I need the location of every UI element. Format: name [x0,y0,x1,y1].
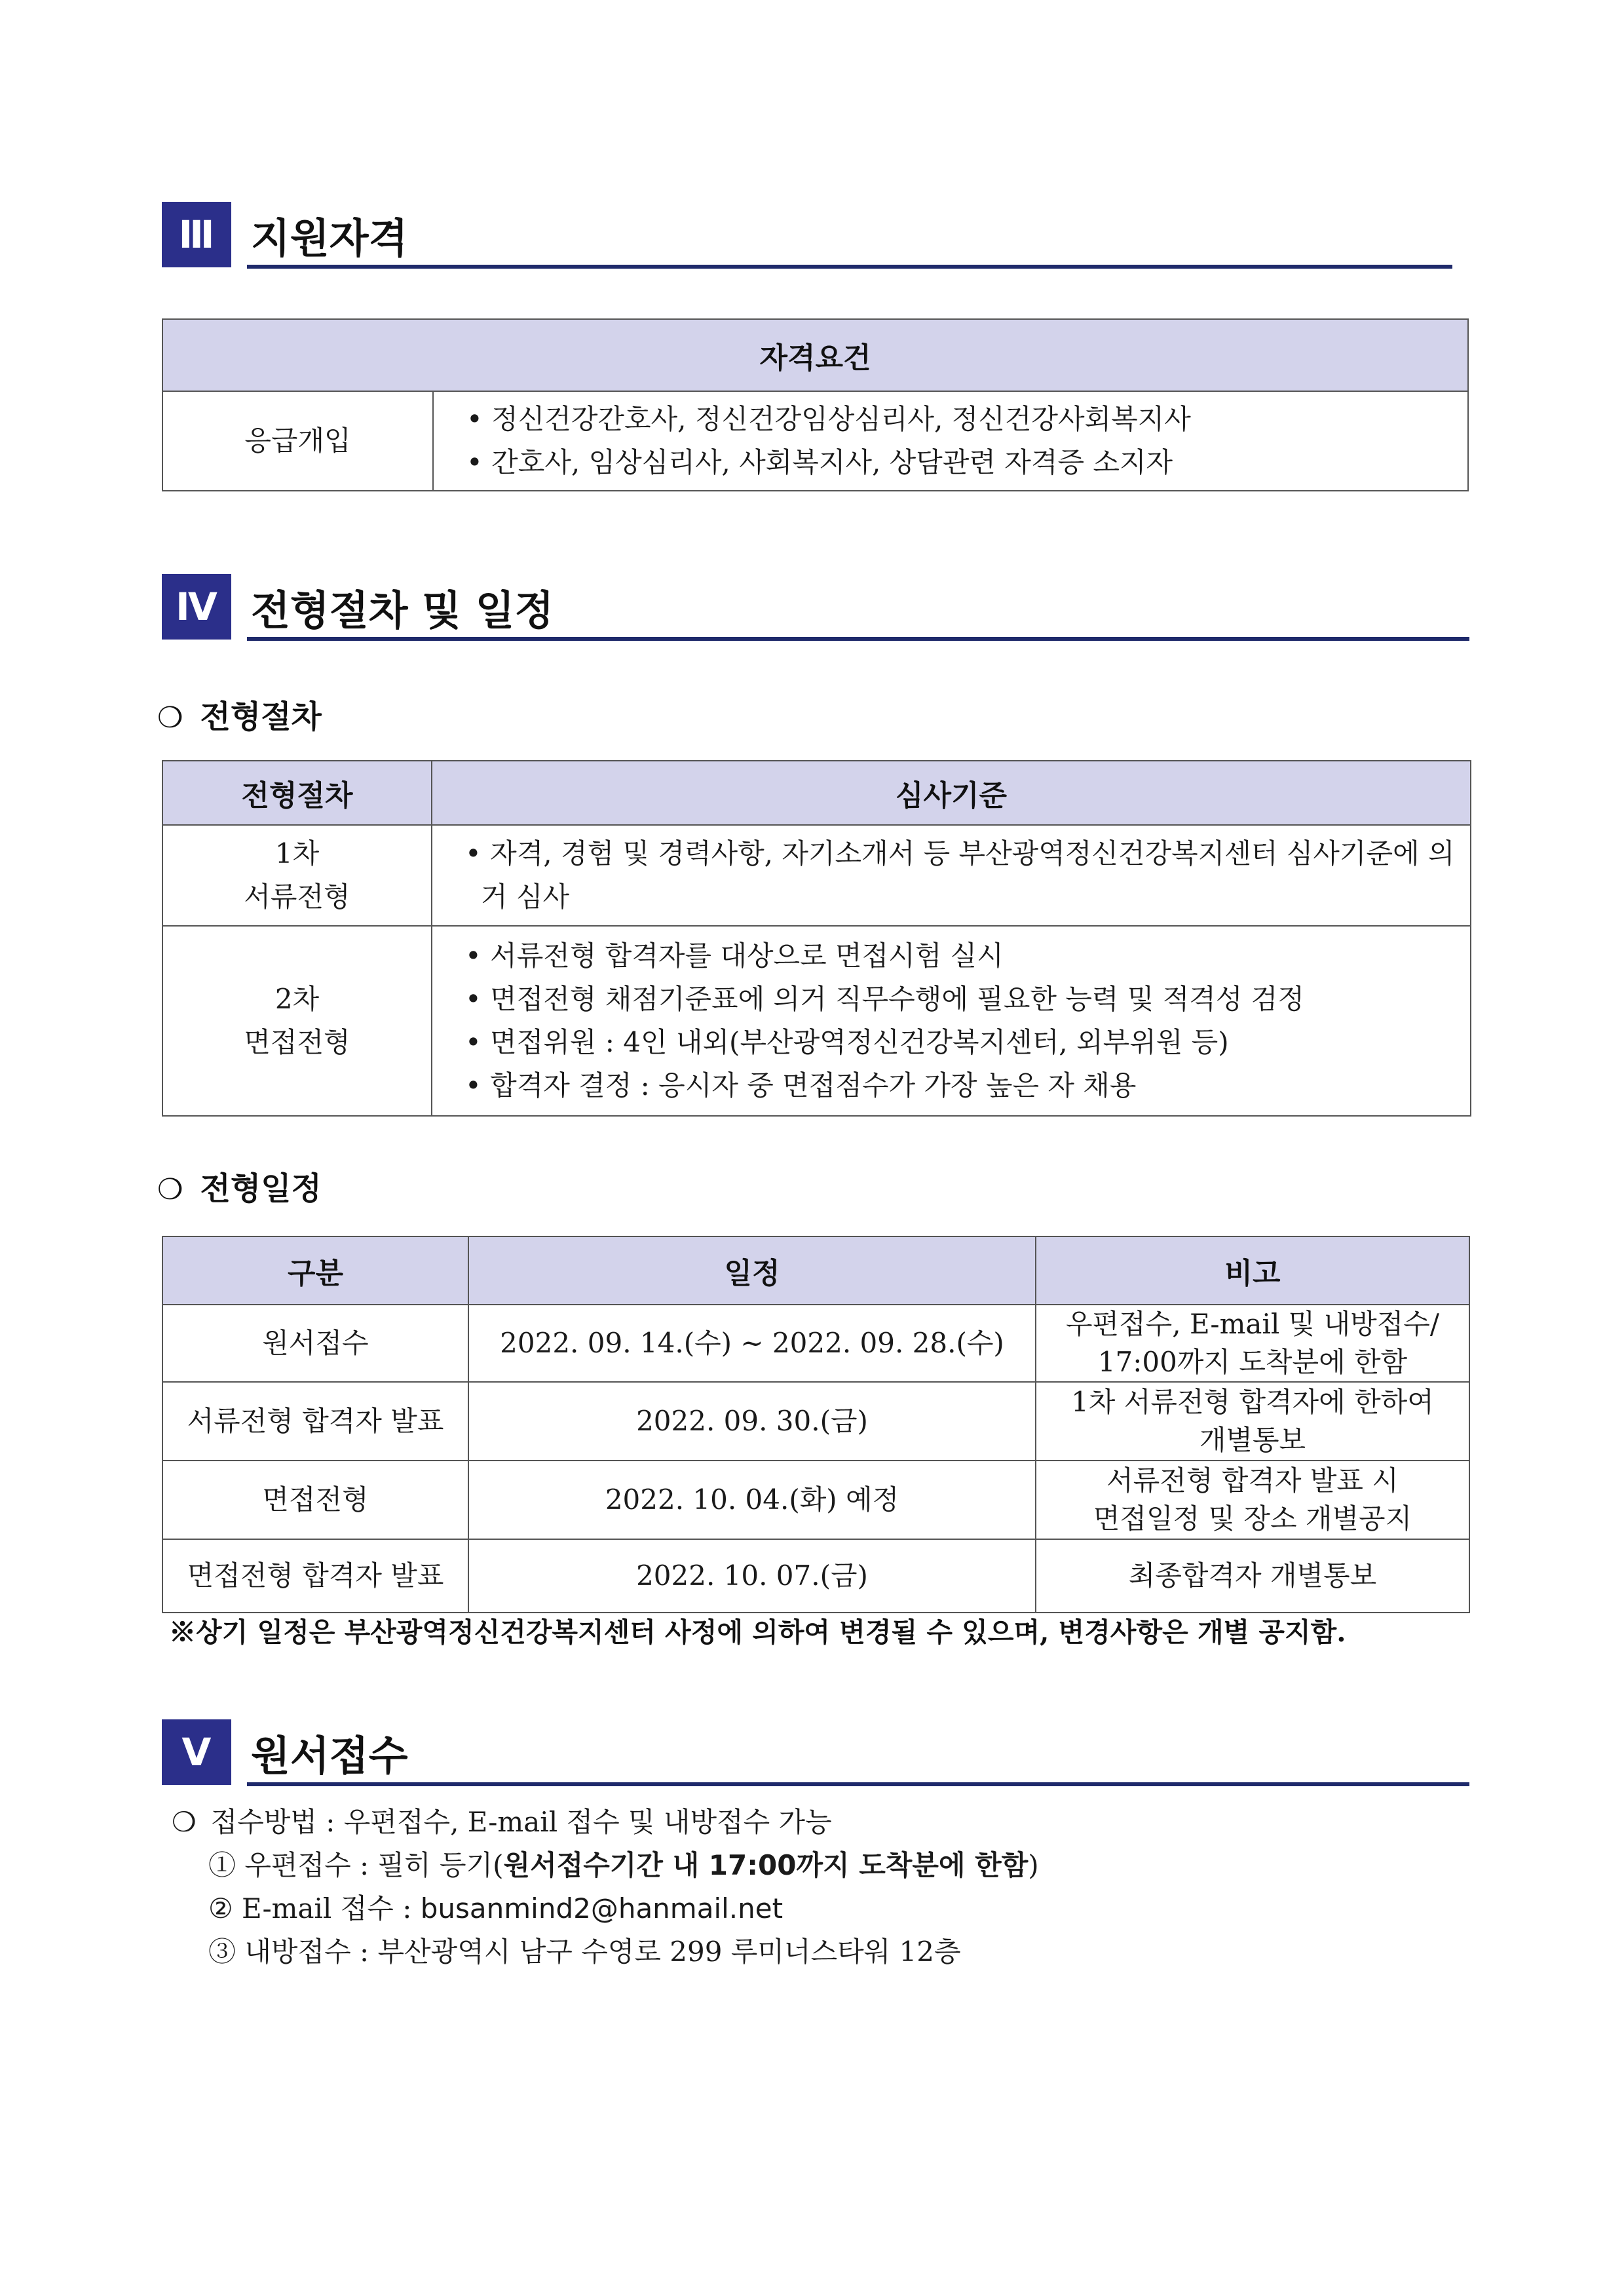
list-item: • 간호사, 임상심리사, 사회복지사, 상담관련 자격증 소지자 [466,446,1173,478]
list-item: • 정신건강간호사, 정신건강임상심리사, 정신건강사회복지사 [466,403,1191,435]
category-cell: 서류전형 합격자 발표 [162,1382,468,1461]
section-title: 전형절차 및 일정 [251,586,554,634]
circle-bullet-icon: ❍ [172,1806,197,1838]
table-row [162,1539,1469,1613]
application-visit: ③ 내방접수 : 부산광역시 남구 수영로 299 루미너스타워 12층 [208,1936,961,1968]
requirements-cell [433,391,1468,491]
column-header: 비고 [1036,1236,1469,1305]
application-method: ❍ 접수방법 : 우편접수, E-mail 접수 및 내방접수 가능 [172,1806,832,1838]
section-header-qualification [162,202,1467,267]
section-number-badge: Ⅲ [162,202,231,267]
table-row [162,1382,1469,1461]
subheading-schedule: ❍ 전형일정 [157,1170,322,1207]
table-header: 자격요건 [162,319,1468,391]
date-cell: 2022. 10. 04.(화) 예정 [468,1461,1036,1539]
section-underline [247,637,1469,641]
section-underline [247,265,1452,269]
section-number-badge: Ⅳ [162,574,231,640]
section-underline [247,1782,1469,1786]
date-cell: 2022. 09. 14.(수) ~ 2022. 09. 28.(수) [468,1305,1036,1382]
table-row [162,1305,1469,1382]
section-title: 지원자격 [251,214,408,262]
section-header-application [162,1719,1473,1785]
schedule-table [162,1236,1470,1613]
subheading-procedure: ❍ 전형절차 [157,698,322,735]
stage-cell: 2차 면접전형 [162,926,432,1116]
remark-cell: 최종합격자 개별통보 [1036,1539,1469,1613]
schedule-footnote: ※상기 일정은 부산광역정신건강복지센터 사정에 의하여 변경될 수 있으며, 변경사항은 개별 공지함. [169,1617,1346,1648]
procedure-table [162,760,1471,1117]
email-address-link[interactable]: busanmind2@hanmail.net [420,1892,784,1924]
stage-cell: 1차 서류전형 [162,825,432,926]
column-header: 심사기준 [432,761,1471,825]
date-cell: 2022. 10. 07.(금) [468,1539,1036,1613]
category-cell: 면접전형 합격자 발표 [162,1539,468,1613]
list-item: • 면접위원 : 4인 내외(부산광역정신건강복지센터, 외부위원 등) [465,1026,1229,1058]
remark-cell: 서류전형 합격자 발표 시 면접일정 및 장소 개별공지 [1036,1461,1469,1539]
column-header: 구분 [162,1236,468,1305]
list-item: • 면접전형 채점기준표에 의거 직무수행에 필요한 능력 및 적격성 검정 [465,983,1304,1015]
criteria-cell [432,825,1471,926]
remark-cell: 우편접수, E-mail 및 내방접수/ 17:00까지 도착분에 한함 [1036,1305,1469,1382]
date-cell: 2022. 09. 30.(금) [468,1382,1036,1461]
circle-bullet-icon: ❍ [157,1173,183,1206]
circle-bullet-icon: ❍ [157,701,183,735]
criteria-cell [432,926,1471,1116]
section-header-selection [162,574,1473,640]
category-cell: 면접전형 [162,1461,468,1539]
remark-cell: 1차 서류전형 합격자에 한하여 개별통보 [1036,1382,1469,1461]
section-title: 원서접수 [251,1732,408,1780]
list-item: • 서류전형 합격자를 대상으로 면접시험 실시 [465,940,1004,972]
list-item: • 합격자 결정 : 응시자 중 면접점수가 가장 높은 자 채용 [465,1069,1137,1101]
list-item: • 자격, 경험 및 경력사항, 자기소개서 등 부산광역정신건강복지센터 심사기준에 의거 심사 [465,837,1455,913]
section-number-badge: Ⅴ [162,1719,231,1785]
column-header: 전형절차 [162,761,432,825]
table-row [162,1461,1469,1539]
application-mail: ① 우편접수 : 필히 등기(원서접수기간 내 17:00까지 도착분에 한함) [208,1849,1039,1881]
category-cell: 원서접수 [162,1305,468,1382]
column-header: 일정 [468,1236,1036,1305]
row-label: 응급개입 [162,391,433,491]
qualification-table [162,318,1469,491]
application-email: ② E-mail 접수 : busanmind2@hanmail.net [208,1892,784,1924]
